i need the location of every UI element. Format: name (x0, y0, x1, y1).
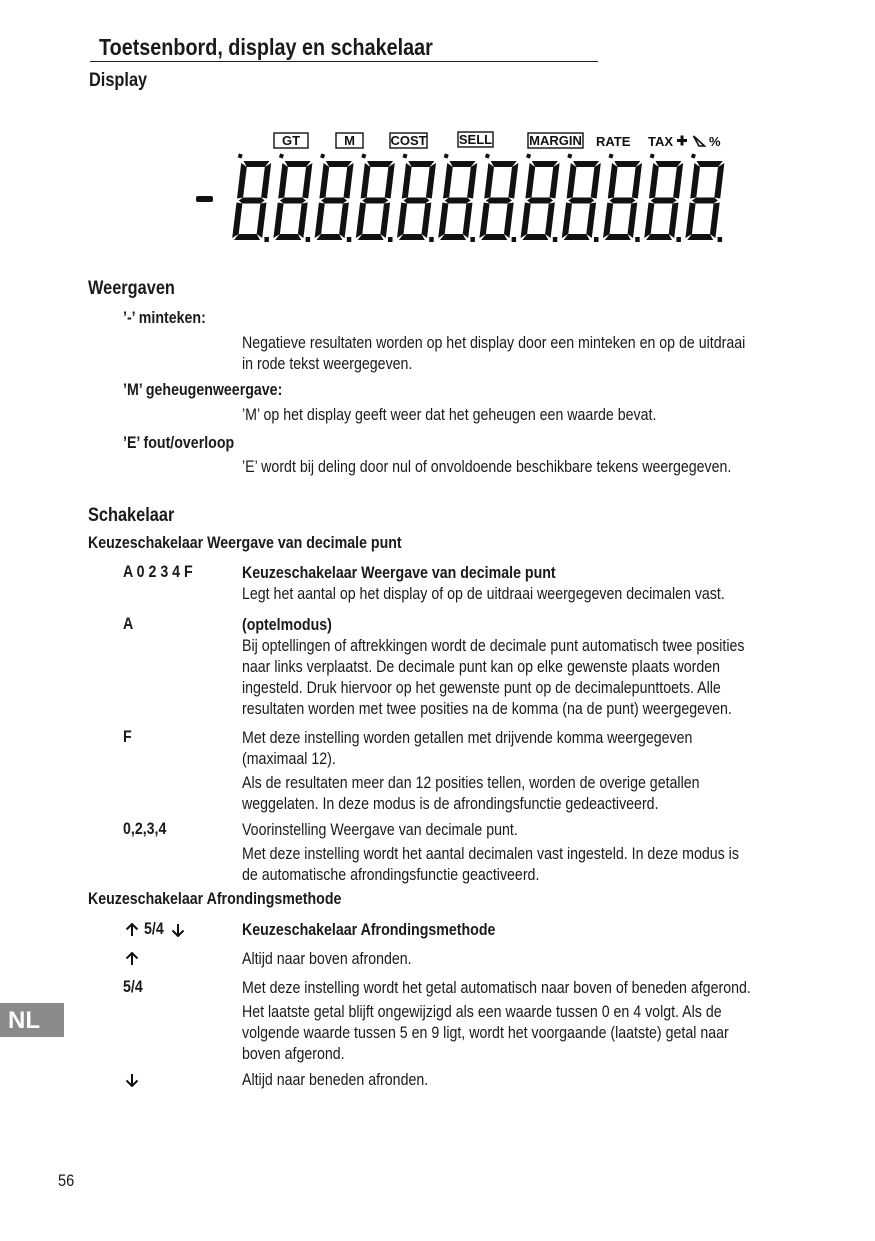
lcd-digit-6-decimal-point (512, 237, 516, 242)
lcd-digit-3-decimal-point (388, 237, 393, 242)
lcd-digit-3-seg-a (367, 161, 393, 167)
lcd-digit-3-seg-f (361, 163, 371, 199)
language-tab-label: NL (8, 1007, 40, 1034)
lcd-digit-4-seg-g (404, 198, 430, 204)
lcd-digit-11-comma-mark (691, 153, 696, 158)
lcd-digit-0-seg-g (239, 198, 265, 204)
lcd-digit-7-seg-d (522, 234, 548, 240)
round-down-text: Altijd naar beneden afronden. (242, 1071, 429, 1089)
lcd-digit-8-comma-mark (567, 153, 572, 158)
lcd-digit-11-seg-g (692, 198, 718, 204)
mode-0234-label: 0,2,3,4 (123, 820, 167, 838)
lcd-digit-3-seg-b (385, 163, 395, 199)
lcd-digit-0-seg-c (257, 203, 267, 239)
arrow-up-icon (125, 952, 139, 966)
page-number: 56 (58, 1171, 75, 1190)
lcd-digit-4-comma-mark (402, 153, 407, 158)
lcd-digit-8-seg-b (591, 163, 601, 199)
lcd-digit-11-seg-e (685, 203, 695, 239)
lcd-digit-3-comma-mark (361, 153, 366, 158)
mode-f-label: F (123, 728, 132, 746)
mode-a-label: A (123, 615, 134, 633)
lcd-digits (232, 153, 724, 242)
lcd-digit-4-seg-f (402, 163, 412, 199)
arrow-down-icon (171, 923, 185, 937)
tax-plus-icon (677, 136, 687, 146)
lcd-digit-11-seg-c (710, 203, 720, 239)
lcd-digit-10-decimal-point (676, 237, 681, 242)
lcd-digit-3-seg-g (362, 198, 388, 204)
lcd-digit-8-seg-a (573, 161, 599, 167)
lcd-digit-1-seg-a (285, 161, 311, 167)
round-up-text: Altijd naar boven afronden. (242, 950, 412, 968)
lcd-digit-0-comma-mark (238, 153, 243, 158)
lcd-digit-7-seg-e (521, 203, 531, 239)
lcd-digit-8-seg-d (564, 234, 590, 240)
lcd-digit-2-seg-a (326, 161, 352, 167)
lcd-digit-5-seg-e (438, 203, 448, 239)
lcd-digit-7-comma-mark (526, 153, 531, 158)
lcd-digit-5-seg-a (450, 161, 476, 167)
lcd-digit-7-seg-b (550, 163, 560, 199)
lcd-digit-2-seg-g (321, 198, 347, 204)
rounding-switch-title: Keuzeschakelaar Afrondingsmethode (242, 921, 496, 939)
lcd-digit-4-seg-d (399, 234, 425, 240)
lcd-display-illustration (190, 128, 735, 250)
lcd-indicator-margin: MARGIN (529, 133, 582, 148)
lcd-digit-2-seg-b (344, 163, 354, 199)
lcd-digit-8-seg-g (568, 198, 594, 204)
lcd-digit-9-seg-d (605, 234, 631, 240)
lcd-digit-9-seg-e (603, 203, 613, 239)
lcd-digit-11-seg-d (687, 234, 713, 240)
lcd-digit-5-seg-f (443, 163, 453, 199)
item-geheugen-text: ’M’ op het display geeft weer dat het geheugen een waarde bevat. (242, 406, 657, 424)
arrow-up-icon (125, 923, 139, 937)
lcd-digit-10-comma-mark (650, 153, 655, 158)
lcd-digit-9-decimal-point (635, 237, 640, 242)
lcd-digit-6-seg-g (486, 198, 512, 204)
decimal-row-text: Keuzeschakelaar Weergave van decimale punt Legt het aantal op het display of op de uitdraai weergegeven decimalen vast. (242, 564, 725, 603)
lcd-digit-7-seg-g (527, 198, 553, 204)
lcd-digit-4-seg-b (426, 163, 436, 199)
display-heading: Display (89, 70, 148, 91)
lcd-digit-5-seg-d (440, 234, 466, 240)
lcd-digit-10-seg-e (644, 203, 654, 239)
lcd-digit-4-seg-e (397, 203, 407, 239)
schakelaar-heading: Schakelaar (88, 505, 175, 526)
lcd-digit-7-seg-c (545, 203, 555, 239)
lcd-digit-9-seg-f (608, 163, 618, 199)
lcd-digit-9-comma-mark (608, 153, 613, 158)
lcd-digit-8-seg-e (562, 203, 572, 239)
lcd-digit-1-seg-g (280, 198, 306, 204)
lcd-digit-0-seg-f (237, 163, 247, 199)
lcd-digit-7-seg-a (532, 161, 558, 167)
item-fout-label: ’E’ fout/overloop (123, 434, 235, 452)
lcd-digit-0-decimal-point (264, 237, 269, 242)
round-54-label: 5/4 (123, 978, 143, 996)
lcd-digit-1-decimal-point (306, 237, 311, 242)
lcd-digit-3-seg-e (356, 203, 366, 239)
lcd-indicator-rate: RATE (596, 134, 631, 149)
language-tab (0, 1003, 64, 1037)
lcd-digit-2-seg-d (316, 234, 342, 240)
decimal-row-label: A 0 2 3 4 F (123, 563, 193, 581)
decimal-switch-heading: Keuzeschakelaar Weergave van decimale punt (88, 534, 402, 552)
lcd-digit-1-seg-f (278, 163, 288, 199)
lcd-digit-2-seg-c (339, 203, 349, 239)
lcd-digit-5-seg-b (467, 163, 477, 199)
lcd-indicator-sell: SELL (458, 132, 493, 147)
lcd-digit-1-comma-mark (279, 153, 284, 158)
lcd-digit-0-seg-d (234, 234, 260, 240)
lcd-digit-11-seg-b (714, 163, 724, 199)
lcd-digit-5-seg-c (463, 203, 473, 239)
page-title: Toetsenbord, display en schakelaar (99, 34, 433, 60)
lcd-indicator-tax: TAX (648, 134, 674, 149)
lcd-digit-6-seg-f (484, 163, 494, 199)
lcd-digit-3-seg-d (358, 234, 384, 240)
mode-a-text: (optelmodus) Bij optellingen of aftrekkingen wordt de decimale punt automatisch twee posities naar links verplaatst. De decimale punt kan op elke gewenste plaats worden ingesteld. Druk hiervoor op het gewenste punt op de decimalepunttoets. Alle resultaten worden met twee posities na de komma (na de punt) weergegeven. (242, 616, 745, 718)
weergaven-heading: Weergaven (88, 278, 175, 299)
lcd-digit-6-seg-a (491, 161, 517, 167)
lcd-digit-11-decimal-point (718, 237, 723, 242)
lcd-digit-7-decimal-point (553, 237, 558, 242)
lcd-digit-9-seg-b (632, 163, 642, 199)
lcd-digit-9-seg-a (614, 161, 640, 167)
lcd-digit-8-seg-f (567, 163, 577, 199)
lcd-digit-4-seg-a (408, 161, 434, 167)
lcd-minus-sign (196, 196, 213, 202)
lcd-digit-2-seg-e (315, 203, 325, 239)
lcd-digit-6-seg-e (479, 203, 489, 239)
lcd-digit-2-decimal-point (347, 237, 352, 242)
lcd-digit-10-seg-a (656, 161, 682, 167)
round-54-text: Met deze instelling wordt het getal automatisch naar boven of beneden afgerond. Het laatste getal blijft ongewijzigd als een waarde tussen 0 en 4 volgt. Als de volgende waarde tussen 5 en 9 ligt, wordt het voorgaande (laatste) getal naar boven afgerond. (242, 979, 751, 1063)
item-minteken-text: Negatieve resultaten worden op het display door een minteken en op de uitdraai in rode tekst weergegeven. (242, 334, 746, 373)
lcd-indicator-percent: % (709, 134, 721, 149)
lcd-digit-9-seg-g (610, 198, 636, 204)
lcd-digit-10-seg-f (649, 163, 659, 199)
lcd-digit-1-seg-d (275, 234, 301, 240)
lcd-digit-11-seg-a (697, 161, 723, 167)
lcd-digit-1-seg-c (298, 203, 308, 239)
lcd-digit-1-seg-b (302, 163, 312, 199)
lcd-digit-0-seg-a (244, 161, 270, 167)
lcd-digit-5-decimal-point (470, 237, 475, 242)
lcd-indicator-gt: GT (281, 133, 301, 148)
rounding-switch-heading: Keuzeschakelaar Afrondingsmethode (88, 890, 342, 908)
lcd-digit-8-decimal-point (594, 237, 599, 242)
lcd-digit-6-seg-b (508, 163, 518, 199)
lcd-digit-2-comma-mark (320, 153, 325, 158)
mode-0234-text: Voorinstelling Weergave van decimale punt. Met deze instelling wordt het aantal decimalen vast ingesteld. In deze modus is de automatische afrondingsfunctie geactiveerd. (242, 821, 739, 884)
lcd-digit-4-seg-c (422, 203, 432, 239)
lcd-digit-5-seg-g (445, 198, 471, 204)
lcd-digit-2-seg-f (319, 163, 329, 199)
lcd-digit-4-decimal-point (429, 237, 434, 242)
lcd-digit-7-seg-f (525, 163, 535, 199)
delta-icon (694, 136, 705, 146)
lcd-digit-10-seg-g (651, 198, 677, 204)
mode-f-text: Met deze instelling worden getallen met drijvende komma weergegeven (maximaal 12). Als de resultaten meer dan 12 posities tellen, worden de overige getallen weggelaten. In deze modus is de afrondingsfunctie gedeactiveerd. (242, 729, 700, 813)
lcd-digit-8-seg-c (586, 203, 596, 239)
item-fout-text: ’E’ wordt bij deling door nul of onvoldoende beschikbare tekens weergegeven. (242, 458, 732, 476)
lcd-digit-11-seg-f (690, 163, 700, 199)
lcd-indicator-m: M (344, 133, 355, 148)
lcd-indicator-cost: COST (390, 133, 427, 148)
item-minteken-label: ’-’ minteken: (123, 309, 206, 327)
arrow-down-icon (125, 1073, 139, 1087)
title-underline (90, 61, 598, 62)
lcd-digit-1-seg-e (273, 203, 283, 239)
lcd-digit-6-seg-d (481, 234, 507, 240)
lcd-digit-3-seg-c (380, 203, 390, 239)
lcd-digit-6-comma-mark (485, 153, 490, 158)
lcd-digit-0-seg-e (232, 203, 242, 239)
lcd-digit-5-comma-mark (444, 153, 449, 158)
lcd-digit-10-seg-b (673, 163, 683, 199)
lcd-digit-9-seg-c (628, 203, 638, 239)
lcd-digit-10-seg-d (646, 234, 672, 240)
lcd-digit-6-seg-c (504, 203, 514, 239)
lcd-digit-0-seg-b (261, 163, 271, 199)
item-geheugen-label: ’M’ geheugenweergave: (123, 381, 283, 399)
lcd-digit-10-seg-c (669, 203, 679, 239)
